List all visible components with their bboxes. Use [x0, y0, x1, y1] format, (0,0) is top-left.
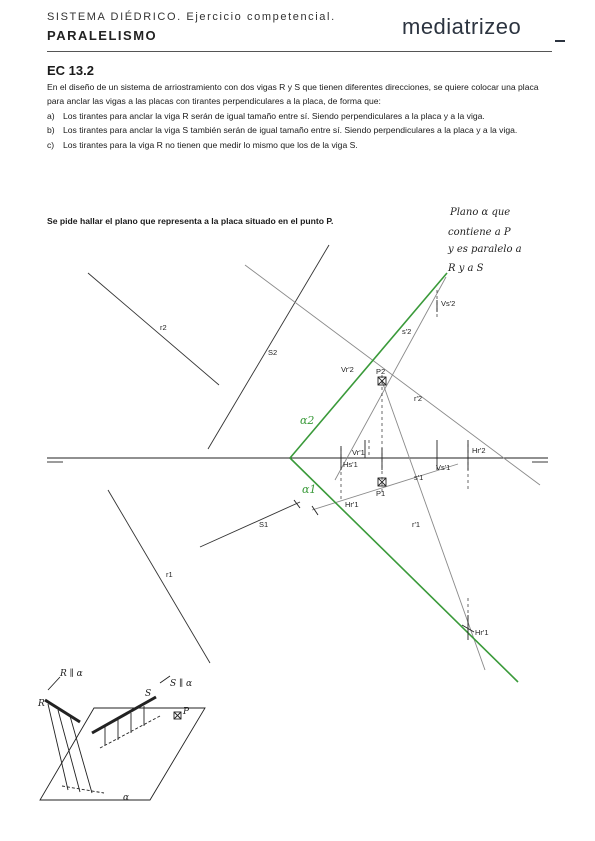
label-p2: P2: [376, 367, 386, 376]
ground-line: [47, 458, 548, 462]
topic-title: PARALELISMO: [47, 28, 158, 43]
label-r2-prime: r'2: [414, 394, 423, 403]
item-text: Los tirantes para anclar la viga S también serán de igual tamaño entre sí. Siendo perpendiculares a la placa y a la viga.: [63, 125, 518, 136]
label-vs2: Vs'2: [441, 299, 456, 308]
arrow-r: [48, 677, 60, 690]
label-r1: r1: [166, 570, 173, 579]
label-r2: r2: [160, 323, 167, 332]
construction-lines: [245, 265, 540, 670]
exercise-question: Se pide hallar el plano que representa a la placa situado en el punto P.: [47, 216, 334, 226]
label-alpha2: α2: [300, 414, 315, 427]
item-label: a): [47, 110, 55, 121]
item-text: Los tirantes para anclar la viga R serán de igual tamaño entre sí. Siendo perpendiculares a la placa y a la viga.: [63, 110, 485, 121]
reference-lines: [341, 290, 468, 630]
tie-r-2: [58, 710, 80, 792]
item-label: b): [47, 125, 55, 136]
line-s1: [200, 502, 300, 547]
tie-s-foot: [100, 716, 160, 748]
line-r2: [88, 273, 219, 385]
label-hr2: Hr'2: [472, 446, 486, 455]
line-r1-parallel: [382, 381, 485, 670]
note-line-2: contiene a P: [448, 227, 511, 238]
note-line-3: y es paralelo a: [448, 244, 522, 255]
label-vs1: Vs'1: [436, 463, 451, 472]
line-r1: [108, 490, 210, 663]
item-label: c): [47, 139, 55, 150]
label-vr2: Vr'2: [341, 365, 354, 374]
label-s2-prime: s'2: [402, 327, 412, 336]
note-line-4: R y a S: [448, 263, 484, 274]
label-hs1: Hs'1: [343, 460, 358, 469]
label-r1-prime: r'1: [412, 520, 421, 529]
sketch-r-parallel: R ∥ α: [60, 669, 83, 679]
subject-title: SISTEMA DIÉDRICO. Ejercicio competencial.: [47, 11, 336, 23]
label-hr1-lower: Hr'1: [475, 628, 489, 637]
sketch-s-parallel: S ∥ α: [170, 679, 193, 689]
trace-alpha2: [290, 273, 447, 458]
arrow-s: [160, 676, 170, 683]
label-s2: S2: [268, 348, 278, 357]
sketch-r-label: R: [38, 699, 45, 709]
brand-logo: mediatrizeo: [402, 14, 522, 39]
label-hr1-upper: Hr'1: [345, 500, 359, 509]
note-line-1: Plano α que: [450, 207, 511, 218]
statement-intro: En el diseño de un sistema de arriostramiento con dos vigas R y S que tienen diferentes direcciones, se quiere colocar una placa para anclar las vigas a las placas con tirantes perpendiculares a la placa, de forma que:: [47, 82, 539, 107]
tie-r-3: [70, 716, 92, 793]
label-vr1: Vr'1: [352, 448, 365, 457]
sketch-s-label: S: [145, 689, 152, 699]
sketch-alpha-label: α: [123, 793, 130, 803]
item-text: Los tirantes para la viga R no tienen que medir lo mismo que los de la viga S.: [63, 139, 358, 150]
sketch-p-label: P: [183, 707, 190, 717]
exercise-title: EC 13.2: [47, 63, 94, 78]
handwritten-note: [447, 207, 522, 274]
trace-alpha1: [290, 458, 518, 682]
beam-s: [92, 697, 156, 733]
alpha1-ticks: [294, 500, 318, 515]
point-p-marker: [174, 712, 181, 719]
label-s1-prime: s'1: [414, 473, 424, 482]
perspective-sketch: [40, 676, 205, 800]
tie-r-1: [48, 704, 68, 790]
label-alpha1: α1: [302, 483, 317, 496]
label-s1: S1: [259, 520, 269, 529]
label-p1: P1: [376, 489, 386, 498]
beam-r: [45, 700, 80, 722]
